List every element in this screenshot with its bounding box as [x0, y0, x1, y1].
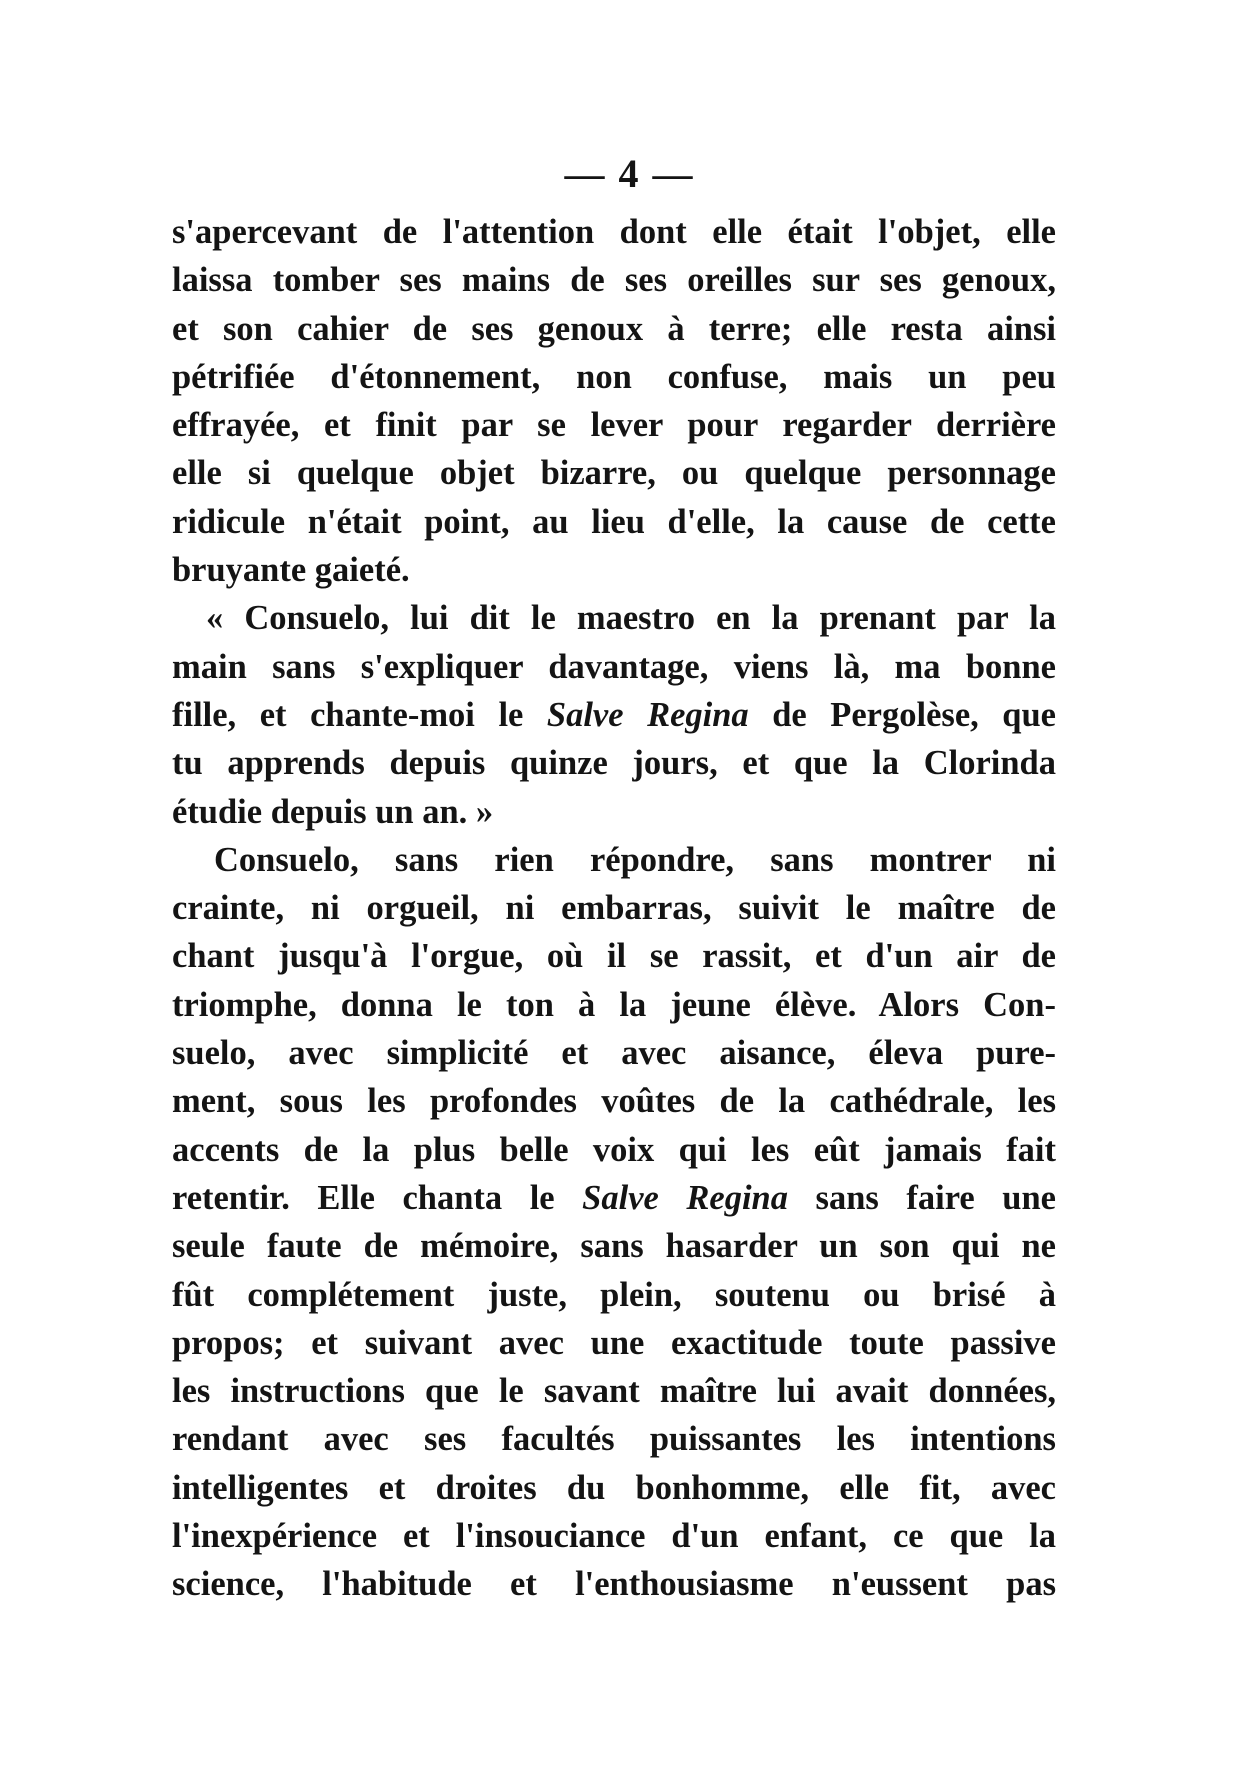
- text-line-with-title: [172, 691, 1056, 739]
- text-line: propos; et suivant avec une exactitude toute passive: [172, 1323, 1056, 1362]
- paragraph-1: [172, 208, 1056, 594]
- text-line: étudie depuis un an. »: [172, 792, 494, 831]
- text-line: suelo, avec simplicité et avec aisance, éleva pure-: [172, 1034, 1056, 1073]
- text-line: ridicule n'était point, au lieu d'elle, la cause de cette: [172, 502, 1056, 541]
- work-title: Salve Regina: [546, 695, 749, 734]
- text-line: seule faute de mémoire, sans hasarder un son qui ne: [172, 1227, 1056, 1266]
- text-line: fût complétement juste, plein, soutenu ou brisé à: [172, 1275, 1056, 1314]
- text-line: triomphe, donna le ton à la jeune élève. Alors Con-: [172, 985, 1056, 1024]
- text-line: main sans s'expliquer davantage, viens là, ma bonne: [172, 647, 1056, 686]
- paragraph-3: [172, 836, 1056, 1609]
- text-line: science, l'habitude et l'enthousiasme n'eussent pas: [172, 1565, 1056, 1604]
- text-segment: sans faire une: [787, 1178, 1056, 1217]
- text-line: pétrifiée d'étonnement, non confuse, mais un peu: [172, 357, 1056, 396]
- text-line: l'inexpérience et l'insouciance d'un enfant, ce que la: [172, 1517, 1056, 1556]
- page-number: — 4 —: [564, 151, 695, 196]
- text-line: s'apercevant de l'attention dont elle était l'objet, elle: [172, 213, 1056, 251]
- text-line: intelligentes et droites du bonhomme, elle fit, avec: [172, 1468, 1056, 1507]
- text-line: rendant avec ses facultés puissantes les intentions: [172, 1420, 1056, 1459]
- text-line: chant jusqu'à l'orgue, où il se rassit, et d'un air de: [172, 937, 1056, 976]
- text-line-with-title: [172, 1174, 1056, 1222]
- text-segment: de Pergolèse, que: [748, 695, 1056, 734]
- text-line: accents de la plus belle voix qui les eût jamais fait: [172, 1130, 1056, 1169]
- text-line: tu apprends depuis quinze jours, et que la Clorinda: [172, 744, 1056, 783]
- body-text: [172, 208, 1056, 1609]
- text-line: laissa tomber ses mains de ses oreilles sur ses genoux,: [172, 261, 1056, 300]
- work-title: Salve Regina: [582, 1178, 788, 1217]
- text-line: Consuelo, sans rien répondre, sans montrer ni: [214, 840, 1056, 879]
- text-line: « Consuelo, lui dit le maestro en la prenant par la: [206, 599, 1056, 638]
- text-line: les instructions que le savant maître lui avait données,: [172, 1372, 1056, 1411]
- paragraph-2: [172, 594, 1056, 835]
- text-line: crainte, ni orgueil, ni embarras, suivit le maître de: [172, 889, 1056, 928]
- text-line: effrayée, et finit par se lever pour regarder derrière: [172, 406, 1056, 445]
- text-line: bruyante gaieté.: [172, 551, 410, 590]
- text-line: et son cahier de ses genoux à terre; elle resta ainsi: [172, 309, 1056, 348]
- text-segment: retentir. Elle chanta le: [172, 1178, 583, 1217]
- text-line: ment, sous les profondes voûtes de la cathédrale, les: [172, 1082, 1056, 1121]
- text-line: elle si quelque objet bizarre, ou quelque personnage: [172, 454, 1056, 493]
- text-segment: fille, et chante-moi le: [172, 695, 547, 734]
